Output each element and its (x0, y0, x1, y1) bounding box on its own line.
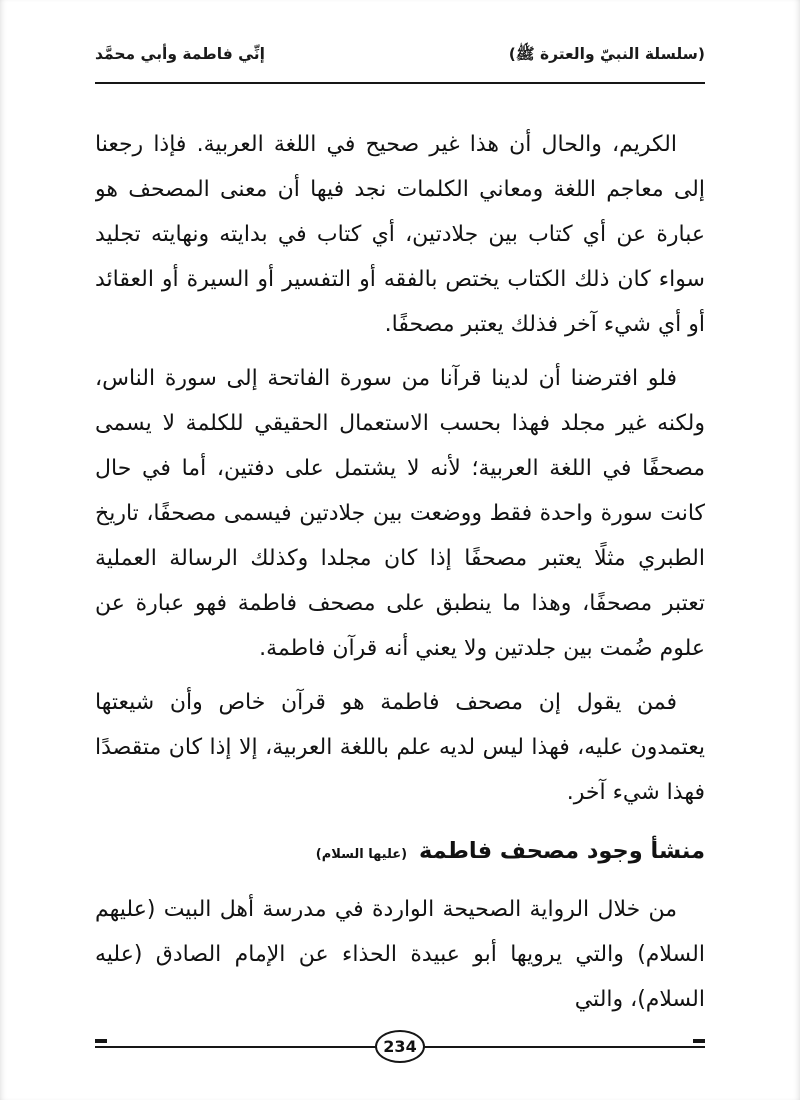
paragraph-narration: من خلال الرواية الصحيحة الواردة في مدرسة أهل البيت (عليهم السلام) والتي يرويها أبو عبيدة الحذاء عن الإمام الصادق (عليه السلام)، والتي (95, 897, 705, 1012)
paragraph-conclusion: فمن يقول إن مصحف فاطمة هو قرآن خاص وأن شيعتها يعتمدون عليه، فهذا ليس لديه علم باللغة العربية، إلا إذا كان متقصدًا فهذا شيء آخر. (95, 690, 705, 805)
paragraph-mushaf-meaning: الكريم، والحال أن هذا غير صحيح في اللغة العربية. فإذا رجعنا إلى معاجم اللغة ومعاني الكلمات نجد فيها أن معنى المصحف هو عبارة عن أي كتاب بين جلادتين، أي كتاب في بدايته ونهايته تجليد سواء كان ذلك الكتاب يختص بالفقه أو التفسير أو السيرة أو العقائد أو أي شيء آخر فذلك يعتبر مصحفًا. (95, 132, 705, 337)
honorific-alayha-salam: (عليها السلام) (315, 847, 408, 862)
footer-rule-right-tick (693, 1039, 705, 1043)
paragraph-quran-binding: فلو افترضنا أن لدينا قرآنا من سورة الفاتحة إلى سورة الناس، ولكنه غير مجلد فهذا بحسب الاستعمال الحقيقي للكلمة لا يسمى مصحفًا في اللغة العربية؛ لأنه لا يشتمل على دفتين، أما في حال كانت سورة واحدة فقط ووضعت بين جلادتين فيسمى مصحفًا، تاريخ الطبري مثلًا يعتبر مصحفًا إذا كان مجلدا وكذلك الرسالة العملية تعتبر مصحفًا، وهذا ما ينطبق على مصحف فاطمة فهو عبارة عن علوم ضُمت بين جلدتين ولا يعني أنه قرآن فاطمة. (95, 366, 705, 661)
footer-rule-left-tick (95, 1039, 107, 1043)
header-book-title: إنِّي فاطمة وأبي محمَّد (95, 45, 265, 63)
header-divider (95, 82, 705, 84)
page-header (95, 44, 705, 67)
page-body (95, 122, 705, 1022)
section-heading-text: منشأ وجود مصحف فاطمة (418, 838, 705, 864)
section-heading (95, 829, 705, 877)
header-series-title: (سلسلة النبيّ والعترة ﷺ) (508, 45, 705, 63)
page-number-badge: 234 (375, 1030, 425, 1063)
